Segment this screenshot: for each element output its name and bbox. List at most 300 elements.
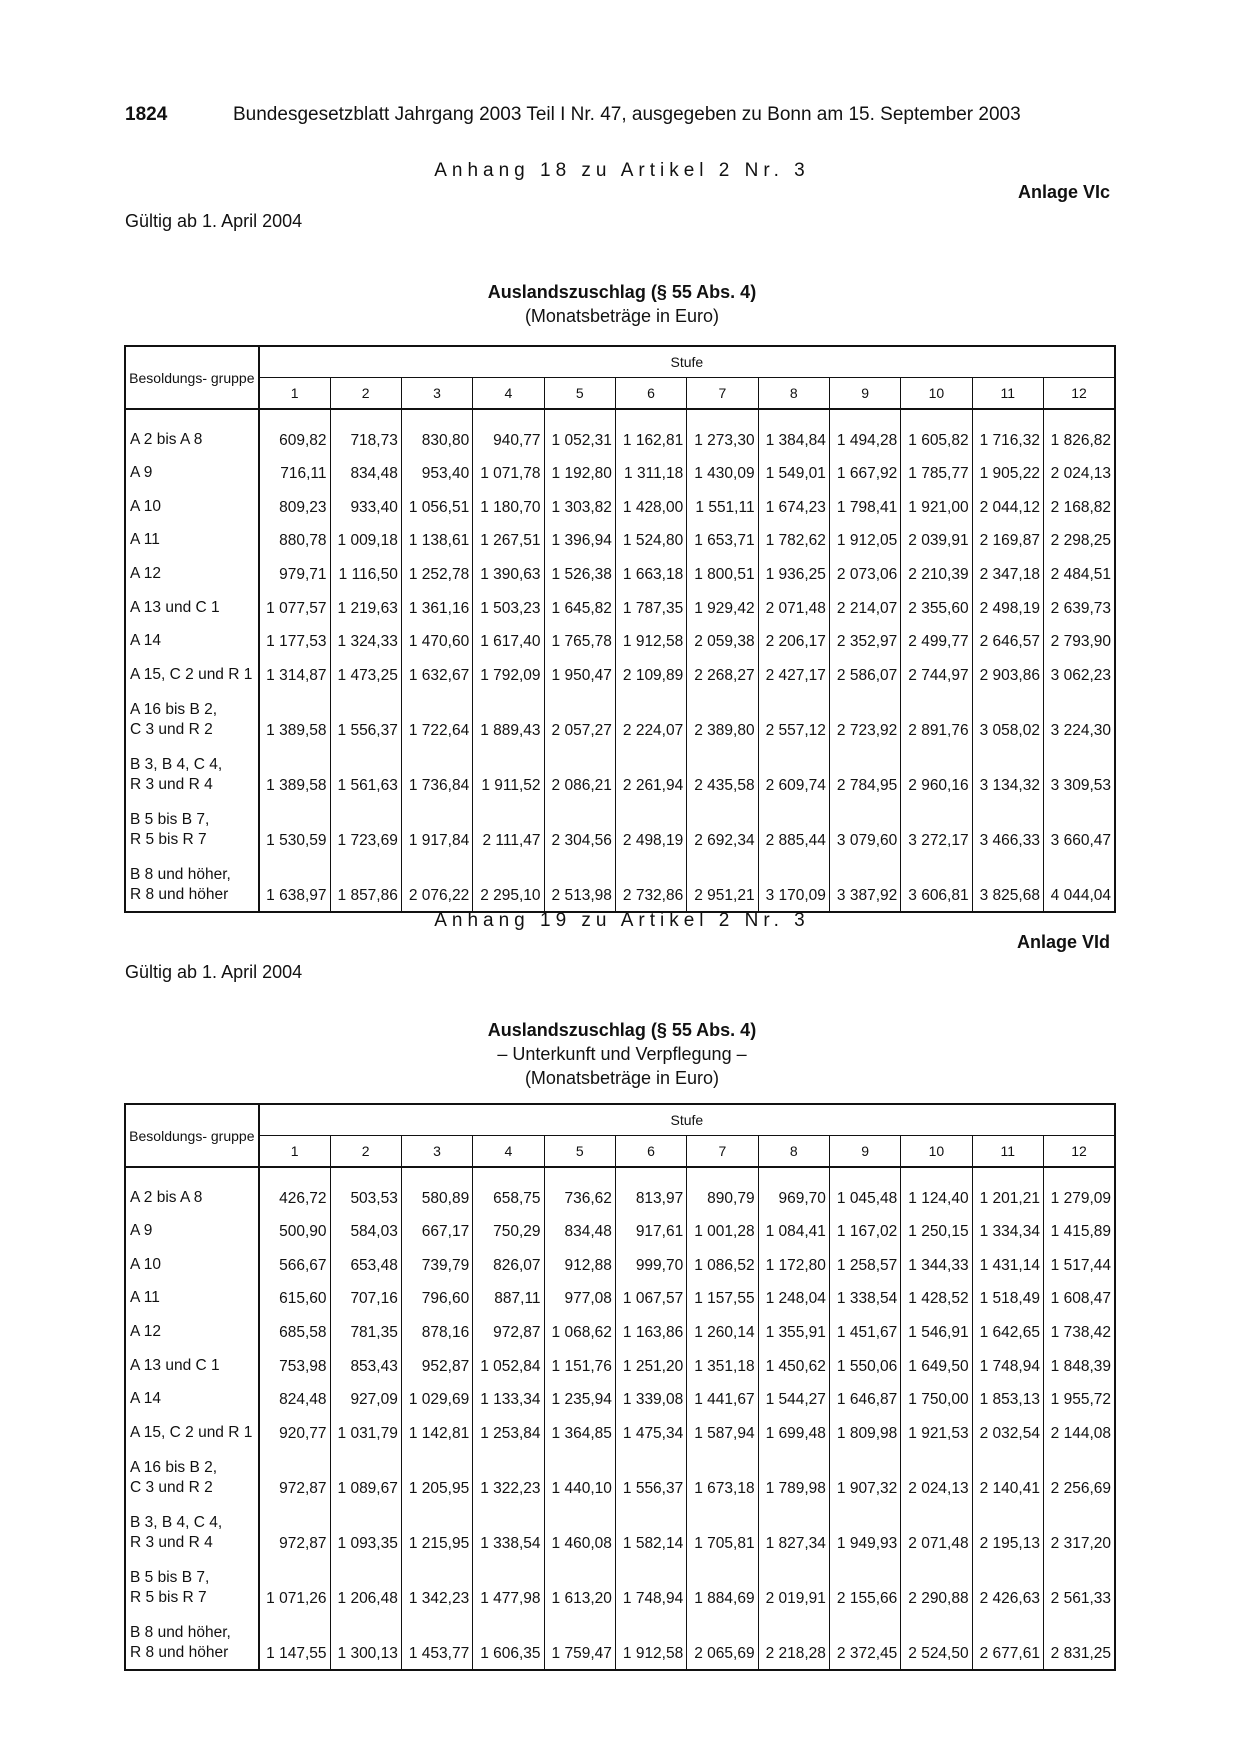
amount-cell: 1 789,98 bbox=[758, 1446, 829, 1501]
amount-cell: 796,60 bbox=[401, 1278, 472, 1312]
amount-cell: 685,58 bbox=[259, 1311, 330, 1345]
amount-cell: 1 219,63 bbox=[330, 587, 401, 621]
stufe-column-header: 8 bbox=[758, 1136, 829, 1168]
amount-cell: 1 642,65 bbox=[972, 1311, 1043, 1345]
table-row bbox=[125, 853, 1115, 912]
amount-cell: 2 206,17 bbox=[758, 621, 829, 655]
amount-cell: 2 086,21 bbox=[544, 743, 615, 798]
pay-grade-line-2: R 8 und höher bbox=[130, 885, 229, 903]
table-row bbox=[125, 1611, 1115, 1670]
amount-cell: 1 649,50 bbox=[901, 1345, 972, 1379]
table-row bbox=[125, 654, 1115, 688]
stufe-column-header: 12 bbox=[1043, 1136, 1115, 1168]
pay-grade-line-2: R 5 bis R 7 bbox=[130, 1588, 207, 1606]
amount-cell: 1 093,35 bbox=[330, 1501, 401, 1556]
amount-cell: 3 062,23 bbox=[1043, 654, 1115, 688]
table-row bbox=[125, 743, 1115, 798]
anhang-18-heading: Anhang 18 zu Artikel 2 Nr. 3 bbox=[434, 160, 810, 181]
amount-cell: 615,60 bbox=[259, 1278, 330, 1312]
amount-cell: 2 744,97 bbox=[901, 654, 972, 688]
amount-cell: 1 428,00 bbox=[615, 486, 686, 520]
amount-cell: 1 177,53 bbox=[259, 621, 330, 655]
amount-cell: 1 787,35 bbox=[615, 587, 686, 621]
amount-cell: 2 951,21 bbox=[687, 853, 758, 912]
pay-grade-cell bbox=[125, 1379, 259, 1413]
table-row bbox=[125, 553, 1115, 587]
amount-cell: 736,62 bbox=[544, 1177, 615, 1211]
amount-cell: 1 663,18 bbox=[615, 553, 686, 587]
amount-cell: 1 549,01 bbox=[758, 453, 829, 487]
amount-cell: 2 210,39 bbox=[901, 553, 972, 587]
table-row bbox=[125, 1311, 1115, 1345]
table-unit-1: (Monatsbeträge in Euro) bbox=[524, 306, 720, 326]
amount-cell: 972,87 bbox=[259, 1501, 330, 1556]
pay-grade-line-1: A 13 und C 1 bbox=[130, 598, 220, 616]
amount-cell: 2 677,61 bbox=[972, 1611, 1043, 1670]
amount-cell: 2 723,92 bbox=[829, 688, 900, 743]
table-row bbox=[125, 1501, 1115, 1556]
amount-cell: 1 067,57 bbox=[615, 1278, 686, 1312]
amount-cell: 2 352,97 bbox=[829, 621, 900, 655]
valid-from-2: Gültig ab 1. April 2004 bbox=[125, 962, 303, 982]
table-title-2: Auslandszuschlag (§ 55 Abs. 4) bbox=[487, 1020, 757, 1040]
pay-grade-cell bbox=[125, 1278, 259, 1312]
pay-grade-line-1: A 2 bis A 8 bbox=[130, 1188, 203, 1206]
amount-cell: 1 782,62 bbox=[758, 520, 829, 554]
amount-cell: 1 613,20 bbox=[544, 1556, 615, 1611]
amount-cell: 1 857,86 bbox=[330, 853, 401, 912]
amount-cell: 1 936,25 bbox=[758, 553, 829, 587]
stufe-column-header: 4 bbox=[473, 378, 544, 410]
pay-grade-cell bbox=[125, 654, 259, 688]
amount-cell: 1 748,94 bbox=[615, 1556, 686, 1611]
amount-cell: 953,40 bbox=[401, 453, 472, 487]
amount-cell: 707,16 bbox=[330, 1278, 401, 1312]
table-row bbox=[125, 1177, 1115, 1211]
gazette-title: Bundesgesetzblatt Jahrgang 2003 Teil I Nr. 47, ausgegeben zu Bonn am 15. September 2003 bbox=[233, 104, 1021, 125]
amount-cell: 2 646,57 bbox=[972, 621, 1043, 655]
amount-cell: 2 195,13 bbox=[972, 1501, 1043, 1556]
amount-cell: 2 071,48 bbox=[758, 587, 829, 621]
amount-cell: 1 351,18 bbox=[687, 1345, 758, 1379]
amount-cell: 566,67 bbox=[259, 1244, 330, 1278]
amount-cell: 1 809,98 bbox=[829, 1412, 900, 1446]
amount-cell: 1 029,69 bbox=[401, 1379, 472, 1413]
amount-cell: 718,73 bbox=[330, 419, 401, 453]
pay-grade-cell bbox=[125, 453, 259, 487]
amount-cell: 878,16 bbox=[401, 1311, 472, 1345]
pay-grade-line-1: B 3, B 4, C 4, bbox=[130, 755, 223, 773]
amount-cell: 1 138,61 bbox=[401, 520, 472, 554]
amount-cell: 2 557,12 bbox=[758, 688, 829, 743]
amount-cell: 426,72 bbox=[259, 1177, 330, 1211]
amount-cell: 2 561,33 bbox=[1043, 1556, 1115, 1611]
amount-cell: 1 147,55 bbox=[259, 1611, 330, 1670]
amount-cell: 1 324,33 bbox=[330, 621, 401, 655]
amount-cell: 969,70 bbox=[758, 1177, 829, 1211]
pay-grade-line-1: A 11 bbox=[130, 1289, 160, 1307]
amount-cell: 2 355,60 bbox=[901, 587, 972, 621]
amount-cell: 1 912,58 bbox=[615, 1611, 686, 1670]
amount-cell: 1 157,55 bbox=[687, 1278, 758, 1312]
amount-cell: 1 172,80 bbox=[758, 1244, 829, 1278]
pay-grade-cell bbox=[125, 798, 259, 853]
amount-cell: 2 168,82 bbox=[1043, 486, 1115, 520]
amount-cell: 1 646,87 bbox=[829, 1379, 900, 1413]
amount-cell: 2 057,27 bbox=[544, 688, 615, 743]
stufe-column-header: 9 bbox=[829, 1136, 900, 1168]
amount-cell: 1 792,09 bbox=[473, 654, 544, 688]
pay-grade-line-1: A 9 bbox=[130, 1222, 153, 1240]
amount-cell: 2 499,77 bbox=[901, 621, 972, 655]
table-row bbox=[125, 1244, 1115, 1278]
amount-cell: 1 765,78 bbox=[544, 621, 615, 655]
amount-cell: 3 224,30 bbox=[1043, 688, 1115, 743]
amount-cell: 1 544,27 bbox=[758, 1379, 829, 1413]
stufe-column-header: 3 bbox=[401, 378, 472, 410]
amount-cell: 1 431,14 bbox=[972, 1244, 1043, 1278]
amount-cell: 1 750,00 bbox=[901, 1379, 972, 1413]
amount-cell: 1 250,15 bbox=[901, 1211, 972, 1245]
amount-cell: 830,80 bbox=[401, 419, 472, 453]
amount-cell: 834,48 bbox=[330, 453, 401, 487]
amount-cell: 1 798,41 bbox=[829, 486, 900, 520]
amount-cell: 2 304,56 bbox=[544, 798, 615, 853]
amount-cell: 1 215,95 bbox=[401, 1501, 472, 1556]
table-title-1: Auslandszuschlag (§ 55 Abs. 4) bbox=[487, 282, 757, 302]
amount-cell: 2 268,27 bbox=[687, 654, 758, 688]
amount-cell: 1 907,32 bbox=[829, 1446, 900, 1501]
amount-cell: 1 949,93 bbox=[829, 1501, 900, 1556]
pay-grade-line-1: A 16 bis B 2, bbox=[130, 1458, 218, 1476]
amount-cell: 1 453,77 bbox=[401, 1611, 472, 1670]
amount-cell: 853,43 bbox=[330, 1345, 401, 1379]
amount-cell: 1 582,14 bbox=[615, 1501, 686, 1556]
amount-cell: 3 466,33 bbox=[972, 798, 1043, 853]
amount-cell: 1 785,77 bbox=[901, 453, 972, 487]
amount-cell: 1 451,67 bbox=[829, 1311, 900, 1345]
anlage-vic-label: Anlage VIc bbox=[1017, 182, 1110, 202]
amount-cell: 658,75 bbox=[473, 1177, 544, 1211]
amount-cell: 1 929,42 bbox=[687, 587, 758, 621]
amount-cell: 716,11 bbox=[259, 453, 330, 487]
amount-cell: 2 692,34 bbox=[687, 798, 758, 853]
anhang-19-heading: Anhang 19 zu Artikel 2 Nr. 3 bbox=[434, 910, 810, 931]
amount-cell: 887,11 bbox=[473, 1278, 544, 1312]
amount-cell: 1 470,60 bbox=[401, 621, 472, 655]
amount-cell: 917,61 bbox=[615, 1211, 686, 1245]
amount-cell: 1 084,41 bbox=[758, 1211, 829, 1245]
table-row bbox=[125, 453, 1115, 487]
amount-cell: 1 617,40 bbox=[473, 621, 544, 655]
pay-grade-cell bbox=[125, 1311, 259, 1345]
amount-cell: 1 267,51 bbox=[473, 520, 544, 554]
amount-cell: 1 530,59 bbox=[259, 798, 330, 853]
amount-cell: 2 169,87 bbox=[972, 520, 1043, 554]
amount-cell: 1 389,58 bbox=[259, 688, 330, 743]
amount-cell: 1 477,98 bbox=[473, 1556, 544, 1611]
pay-grade-cell bbox=[125, 621, 259, 655]
amount-cell: 3 660,47 bbox=[1043, 798, 1115, 853]
amount-cell: 1 608,47 bbox=[1043, 1278, 1115, 1312]
pay-grade-line-2: R 5 bis R 7 bbox=[130, 830, 207, 848]
amount-cell: 1 653,71 bbox=[687, 520, 758, 554]
amount-cell: 1 001,28 bbox=[687, 1211, 758, 1245]
amount-cell: 2 298,25 bbox=[1043, 520, 1115, 554]
amount-cell: 1 052,31 bbox=[544, 419, 615, 453]
pay-grade-cell bbox=[125, 587, 259, 621]
amount-cell: 1 826,82 bbox=[1043, 419, 1115, 453]
amount-cell: 1 494,28 bbox=[829, 419, 900, 453]
amount-cell: 2 059,38 bbox=[687, 621, 758, 655]
amount-cell: 1 430,09 bbox=[687, 453, 758, 487]
amount-cell: 1 716,32 bbox=[972, 419, 1043, 453]
table-row bbox=[125, 587, 1115, 621]
amount-cell: 1 673,18 bbox=[687, 1446, 758, 1501]
pay-grade-line-2: C 3 und R 2 bbox=[130, 1478, 213, 1496]
amount-cell: 809,23 bbox=[259, 486, 330, 520]
amount-cell: 1 311,18 bbox=[615, 453, 686, 487]
pay-grade-cell bbox=[125, 1177, 259, 1211]
amount-cell: 3 387,92 bbox=[829, 853, 900, 912]
amount-cell: 824,48 bbox=[259, 1379, 330, 1413]
amount-cell: 1 163,86 bbox=[615, 1311, 686, 1345]
amount-cell: 2 498,19 bbox=[972, 587, 1043, 621]
amount-cell: 1 955,72 bbox=[1043, 1379, 1115, 1413]
amount-cell: 1 068,62 bbox=[544, 1311, 615, 1345]
amount-cell: 2 435,58 bbox=[687, 743, 758, 798]
table-row bbox=[125, 1278, 1115, 1312]
amount-cell: 2 639,73 bbox=[1043, 587, 1115, 621]
amount-cell: 3 309,53 bbox=[1043, 743, 1115, 798]
pay-grade-cell bbox=[125, 688, 259, 743]
table-subtitle-2: – Unterkunft und Verpflegung – bbox=[497, 1044, 747, 1064]
amount-cell: 1 235,94 bbox=[544, 1379, 615, 1413]
amount-cell: 1 415,89 bbox=[1043, 1211, 1115, 1245]
amount-cell: 813,97 bbox=[615, 1177, 686, 1211]
page-number: 1824 bbox=[125, 104, 168, 125]
amount-cell: 1 248,04 bbox=[758, 1278, 829, 1312]
amount-cell: 1 705,81 bbox=[687, 1501, 758, 1556]
pay-grade-cell bbox=[125, 486, 259, 520]
amount-cell: 1 450,62 bbox=[758, 1345, 829, 1379]
amount-cell: 2 891,76 bbox=[901, 688, 972, 743]
amount-cell: 1 355,91 bbox=[758, 1311, 829, 1345]
stufe-column-header: 10 bbox=[901, 378, 972, 410]
amount-cell: 2 218,28 bbox=[758, 1611, 829, 1670]
pay-grade-line-2: C 3 und R 2 bbox=[130, 720, 213, 738]
amount-cell: 1 556,37 bbox=[615, 1446, 686, 1501]
amount-cell: 1 921,53 bbox=[901, 1412, 972, 1446]
amount-cell: 1 192,80 bbox=[544, 453, 615, 487]
amount-cell: 1 338,54 bbox=[473, 1501, 544, 1556]
amount-cell: 1 251,20 bbox=[615, 1345, 686, 1379]
amount-cell: 580,89 bbox=[401, 1177, 472, 1211]
anlage-vid-label: Anlage VId bbox=[1016, 932, 1110, 952]
table-row bbox=[125, 798, 1115, 853]
amount-cell: 3 272,17 bbox=[901, 798, 972, 853]
amount-cell: 3 079,60 bbox=[829, 798, 900, 853]
amount-cell: 2 155,66 bbox=[829, 1556, 900, 1611]
amount-cell: 2 065,69 bbox=[687, 1611, 758, 1670]
amount-cell: 1 738,42 bbox=[1043, 1311, 1115, 1345]
amount-cell: 1 279,09 bbox=[1043, 1177, 1115, 1211]
table-caption-2 bbox=[0, 1018, 1244, 1090]
table-row bbox=[125, 688, 1115, 743]
amount-cell: 1 009,18 bbox=[330, 520, 401, 554]
amount-cell: 880,78 bbox=[259, 520, 330, 554]
pay-grade-cell bbox=[125, 1244, 259, 1278]
amount-cell: 1 800,51 bbox=[687, 553, 758, 587]
stufe-column-header: 7 bbox=[687, 1136, 758, 1168]
amount-cell: 1 334,34 bbox=[972, 1211, 1043, 1245]
amount-cell: 3 170,09 bbox=[758, 853, 829, 912]
amount-cell: 1 273,30 bbox=[687, 419, 758, 453]
amount-cell: 1 364,85 bbox=[544, 1412, 615, 1446]
amount-cell: 1 546,91 bbox=[901, 1311, 972, 1345]
amount-cell: 920,77 bbox=[259, 1412, 330, 1446]
stufe-column-header: 1 bbox=[259, 1136, 330, 1168]
group-header: Besoldungs- gruppe bbox=[125, 1104, 259, 1167]
pay-grade-line-2: R 3 und R 4 bbox=[130, 775, 213, 793]
amount-cell: 1 912,05 bbox=[829, 520, 900, 554]
group-header: Besoldungs- gruppe bbox=[125, 346, 259, 409]
amount-cell: 2 524,50 bbox=[901, 1611, 972, 1670]
amount-cell: 1 162,81 bbox=[615, 419, 686, 453]
amount-cell: 1 151,76 bbox=[544, 1345, 615, 1379]
table-caption-1 bbox=[0, 280, 1244, 328]
amount-cell: 1 056,51 bbox=[401, 486, 472, 520]
amount-cell: 1 116,50 bbox=[330, 553, 401, 587]
amount-cell: 1 303,82 bbox=[544, 486, 615, 520]
amount-cell: 2 427,17 bbox=[758, 654, 829, 688]
amount-cell: 1 911,52 bbox=[473, 743, 544, 798]
amount-cell: 2 513,98 bbox=[544, 853, 615, 912]
amount-cell: 2 019,91 bbox=[758, 1556, 829, 1611]
pay-grade-cell bbox=[125, 1556, 259, 1611]
amount-cell: 972,87 bbox=[473, 1311, 544, 1345]
pay-grade-line-1: A 2 bis A 8 bbox=[130, 430, 203, 448]
pay-grade-line-1: A 14 bbox=[130, 1390, 162, 1408]
amount-cell: 933,40 bbox=[330, 486, 401, 520]
stufe-column-header: 7 bbox=[687, 378, 758, 410]
stufe-column-header: 1 bbox=[259, 378, 330, 410]
stufe-column-header: 3 bbox=[401, 1136, 472, 1168]
amount-cell: 927,09 bbox=[330, 1379, 401, 1413]
amount-cell: 1 338,54 bbox=[829, 1278, 900, 1312]
allowance-table-2 bbox=[124, 1103, 1116, 1671]
amount-cell: 2 732,86 bbox=[615, 853, 686, 912]
amount-cell: 826,07 bbox=[473, 1244, 544, 1278]
amount-cell: 1 556,37 bbox=[330, 688, 401, 743]
pay-grade-line-1: B 8 und höher, bbox=[130, 865, 231, 883]
stufe-column-header: 5 bbox=[544, 378, 615, 410]
amount-cell: 1 441,67 bbox=[687, 1379, 758, 1413]
amount-cell: 2 224,07 bbox=[615, 688, 686, 743]
amount-cell: 1 905,22 bbox=[972, 453, 1043, 487]
amount-cell: 667,17 bbox=[401, 1211, 472, 1245]
pay-grade-cell bbox=[125, 520, 259, 554]
amount-cell: 1 390,63 bbox=[473, 553, 544, 587]
amount-cell: 750,29 bbox=[473, 1211, 544, 1245]
amount-cell: 653,48 bbox=[330, 1244, 401, 1278]
pay-grade-line-2: R 3 und R 4 bbox=[130, 1533, 213, 1551]
stufe-column-header: 6 bbox=[615, 1136, 686, 1168]
pay-grade-line-1: B 5 bis B 7, bbox=[130, 1568, 210, 1586]
stufe-header: Stufe bbox=[259, 1104, 1115, 1136]
amount-cell: 609,82 bbox=[259, 419, 330, 453]
stufe-column-header: 2 bbox=[330, 378, 401, 410]
amount-cell: 2 831,25 bbox=[1043, 1611, 1115, 1670]
pay-grade-line-1: A 16 bis B 2, bbox=[130, 700, 218, 718]
amount-cell: 1 748,94 bbox=[972, 1345, 1043, 1379]
amount-cell: 2 347,18 bbox=[972, 553, 1043, 587]
amount-cell: 1 460,08 bbox=[544, 1501, 615, 1556]
amount-cell: 1 344,33 bbox=[901, 1244, 972, 1278]
stufe-column-header: 4 bbox=[473, 1136, 544, 1168]
amount-cell: 1 300,13 bbox=[330, 1611, 401, 1670]
amount-cell: 972,87 bbox=[259, 1446, 330, 1501]
amount-cell: 2 426,63 bbox=[972, 1556, 1043, 1611]
amount-cell: 2 784,95 bbox=[829, 743, 900, 798]
amount-cell: 1 674,23 bbox=[758, 486, 829, 520]
amount-cell: 1 077,57 bbox=[259, 587, 330, 621]
amount-cell: 781,35 bbox=[330, 1311, 401, 1345]
stufe-column-header: 9 bbox=[829, 378, 900, 410]
amount-cell: 1 921,00 bbox=[901, 486, 972, 520]
amount-cell: 940,77 bbox=[473, 419, 544, 453]
amount-cell: 1 889,43 bbox=[473, 688, 544, 743]
pay-grade-cell bbox=[125, 1446, 259, 1501]
table-row bbox=[125, 1446, 1115, 1501]
amount-cell: 1 201,21 bbox=[972, 1177, 1043, 1211]
amount-cell: 834,48 bbox=[544, 1211, 615, 1245]
amount-cell: 1 045,48 bbox=[829, 1177, 900, 1211]
amount-cell: 2 140,41 bbox=[972, 1446, 1043, 1501]
amount-cell: 977,08 bbox=[544, 1278, 615, 1312]
amount-cell: 1 384,84 bbox=[758, 419, 829, 453]
amount-cell: 1 827,34 bbox=[758, 1501, 829, 1556]
amount-cell: 1 667,92 bbox=[829, 453, 900, 487]
amount-cell: 2 256,69 bbox=[1043, 1446, 1115, 1501]
amount-cell: 2 295,10 bbox=[473, 853, 544, 912]
amount-cell: 2 073,06 bbox=[829, 553, 900, 587]
amount-cell: 1 853,13 bbox=[972, 1379, 1043, 1413]
amount-cell: 1 167,02 bbox=[829, 1211, 900, 1245]
pay-grade-cell bbox=[125, 553, 259, 587]
amount-cell: 2 389,80 bbox=[687, 688, 758, 743]
amount-cell: 1 339,08 bbox=[615, 1379, 686, 1413]
table-row bbox=[125, 1412, 1115, 1446]
table-row bbox=[125, 486, 1115, 520]
amount-cell: 584,03 bbox=[330, 1211, 401, 1245]
amount-cell: 2 317,20 bbox=[1043, 1501, 1115, 1556]
amount-cell: 2 960,16 bbox=[901, 743, 972, 798]
table-row bbox=[125, 1211, 1115, 1245]
amount-cell: 2 903,86 bbox=[972, 654, 1043, 688]
amount-cell: 500,90 bbox=[259, 1211, 330, 1245]
amount-cell: 1 723,69 bbox=[330, 798, 401, 853]
pay-grade-cell bbox=[125, 853, 259, 912]
amount-cell: 503,53 bbox=[330, 1177, 401, 1211]
stufe-column-header: 11 bbox=[972, 378, 1043, 410]
pay-grade-cell bbox=[125, 1345, 259, 1379]
amount-cell: 979,71 bbox=[259, 553, 330, 587]
amount-cell: 1 133,34 bbox=[473, 1379, 544, 1413]
amount-cell: 1 848,39 bbox=[1043, 1345, 1115, 1379]
amount-cell: 1 071,78 bbox=[473, 453, 544, 487]
pay-grade-line-1: A 14 bbox=[130, 632, 162, 650]
